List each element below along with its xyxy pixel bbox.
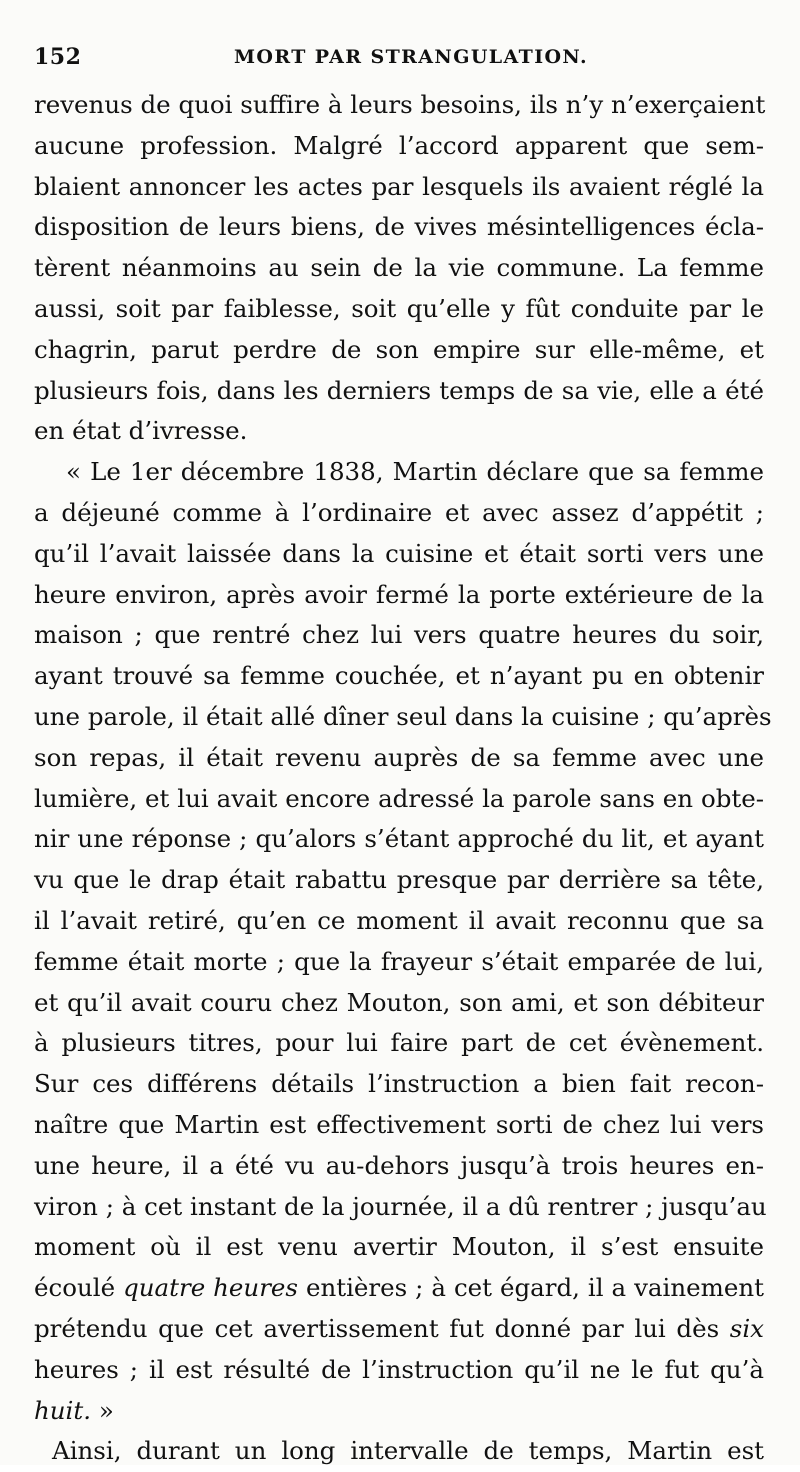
text-line: femme était morte ; que la frayeur s’était emparée de lui, bbox=[34, 946, 764, 976]
italic-phrase: quatre heures bbox=[123, 1273, 298, 1303]
text-line: une heure, il a été vu au-dehors jusqu’à trois heures en- bbox=[34, 1150, 764, 1180]
text-line: maison ; que rentré chez lui vers quatre heures du soir, bbox=[34, 620, 764, 650]
text-line: chagrin, parut perdre de son empire sur elle-même, et bbox=[34, 334, 764, 364]
text-line: plusieurs fois, dans les derniers temps de sa vie, elle a été bbox=[34, 375, 764, 405]
text-line: heures ; il est résulté de l’instruction qu’il ne le fut qu’à bbox=[34, 1354, 764, 1384]
text-line: nir une réponse ; qu’alors s’étant approché du lit, et ayant bbox=[34, 824, 764, 854]
body-text bbox=[34, 85, 772, 1472]
running-title: MORT PAR STRANGULATION. bbox=[234, 46, 589, 68]
text-line: blaient annoncer les actes par lesquels ils avaient réglé la bbox=[34, 171, 764, 201]
text-line: viron ; à cet instant de la journée, il a dû rentrer ; jusqu’au bbox=[34, 1191, 767, 1221]
text-line-with-italic bbox=[34, 1309, 764, 1350]
page-number: 152 bbox=[34, 44, 82, 70]
text-line: lumière, et lui avait encore adressé la parole sans en obte- bbox=[34, 783, 764, 813]
text-line: à plusieurs titres, pour lui faire part de cet évènement. bbox=[34, 1028, 764, 1058]
text-line: une parole, il était allé dîner seul dans la cuisine ; qu’après bbox=[34, 701, 772, 731]
text-line: Sur ces différens détails l’instruction a bien fait recon- bbox=[34, 1069, 764, 1099]
text-line: vu que le drap était rabattu presque par derrière sa tête, bbox=[34, 865, 764, 895]
text-line: qu’il l’avait laissée dans la cuisine et était sorti vers une bbox=[34, 538, 764, 568]
text-line: en état d’ivresse. bbox=[34, 416, 248, 446]
text-fragment: écoulé bbox=[34, 1273, 116, 1303]
italic-word: six bbox=[729, 1313, 764, 1343]
text-line: aussi, soit par faiblesse, soit qu’elle y fût conduite par le bbox=[34, 293, 764, 323]
text-line: Ainsi, durant un long intervalle de temps, Martin est bbox=[52, 1436, 764, 1466]
text-line-with-italic bbox=[34, 1268, 764, 1309]
closing-quote: » bbox=[98, 1395, 114, 1425]
text-line: revenus de quoi suffire à leurs besoins, ils n’y n’exerçaient bbox=[34, 90, 766, 119]
text-line: aucune profession. Malgré l’accord apparent que sem- bbox=[34, 130, 764, 160]
text-line: il l’avait retiré, qu’en ce moment il avait reconnu que sa bbox=[34, 905, 764, 935]
text-line: heure environ, après avoir fermé la porte extérieure de la bbox=[34, 579, 764, 609]
text-line-with-italic bbox=[34, 1391, 764, 1432]
text-line: disposition de leurs biens, de vives mésintelligences écla- bbox=[34, 212, 764, 242]
text-line: tèrent néanmoins au sein de la vie commune. La femme bbox=[34, 253, 764, 283]
text-line: son repas, il était revenu auprès de sa femme avec une bbox=[34, 742, 764, 772]
text-line: moment où il est venu avertir Mouton, il s’est ensuite bbox=[34, 1232, 764, 1262]
text-line: ayant trouvé sa femme couchée, et n’ayant pu en obtenir bbox=[34, 661, 764, 691]
text-fragment: prétendu que cet avertissement fut donné par lui dès bbox=[34, 1313, 720, 1343]
page-header bbox=[34, 44, 774, 80]
text-line: a déjeuné comme à l’ordinaire et avec assez d’appétit ; bbox=[34, 497, 764, 527]
text-line: naître que Martin est effectivement sorti de chez lui vers bbox=[34, 1109, 764, 1139]
text-fragment: entières ; à cet égard, il a vainement bbox=[305, 1273, 765, 1303]
text-line: et qu’il avait couru chez Mouton, son ami, et son débiteur bbox=[34, 987, 764, 1017]
italic-word: huit. bbox=[34, 1395, 92, 1425]
text-line: « Le 1er décembre 1838, Martin déclare que sa femme bbox=[66, 457, 764, 487]
